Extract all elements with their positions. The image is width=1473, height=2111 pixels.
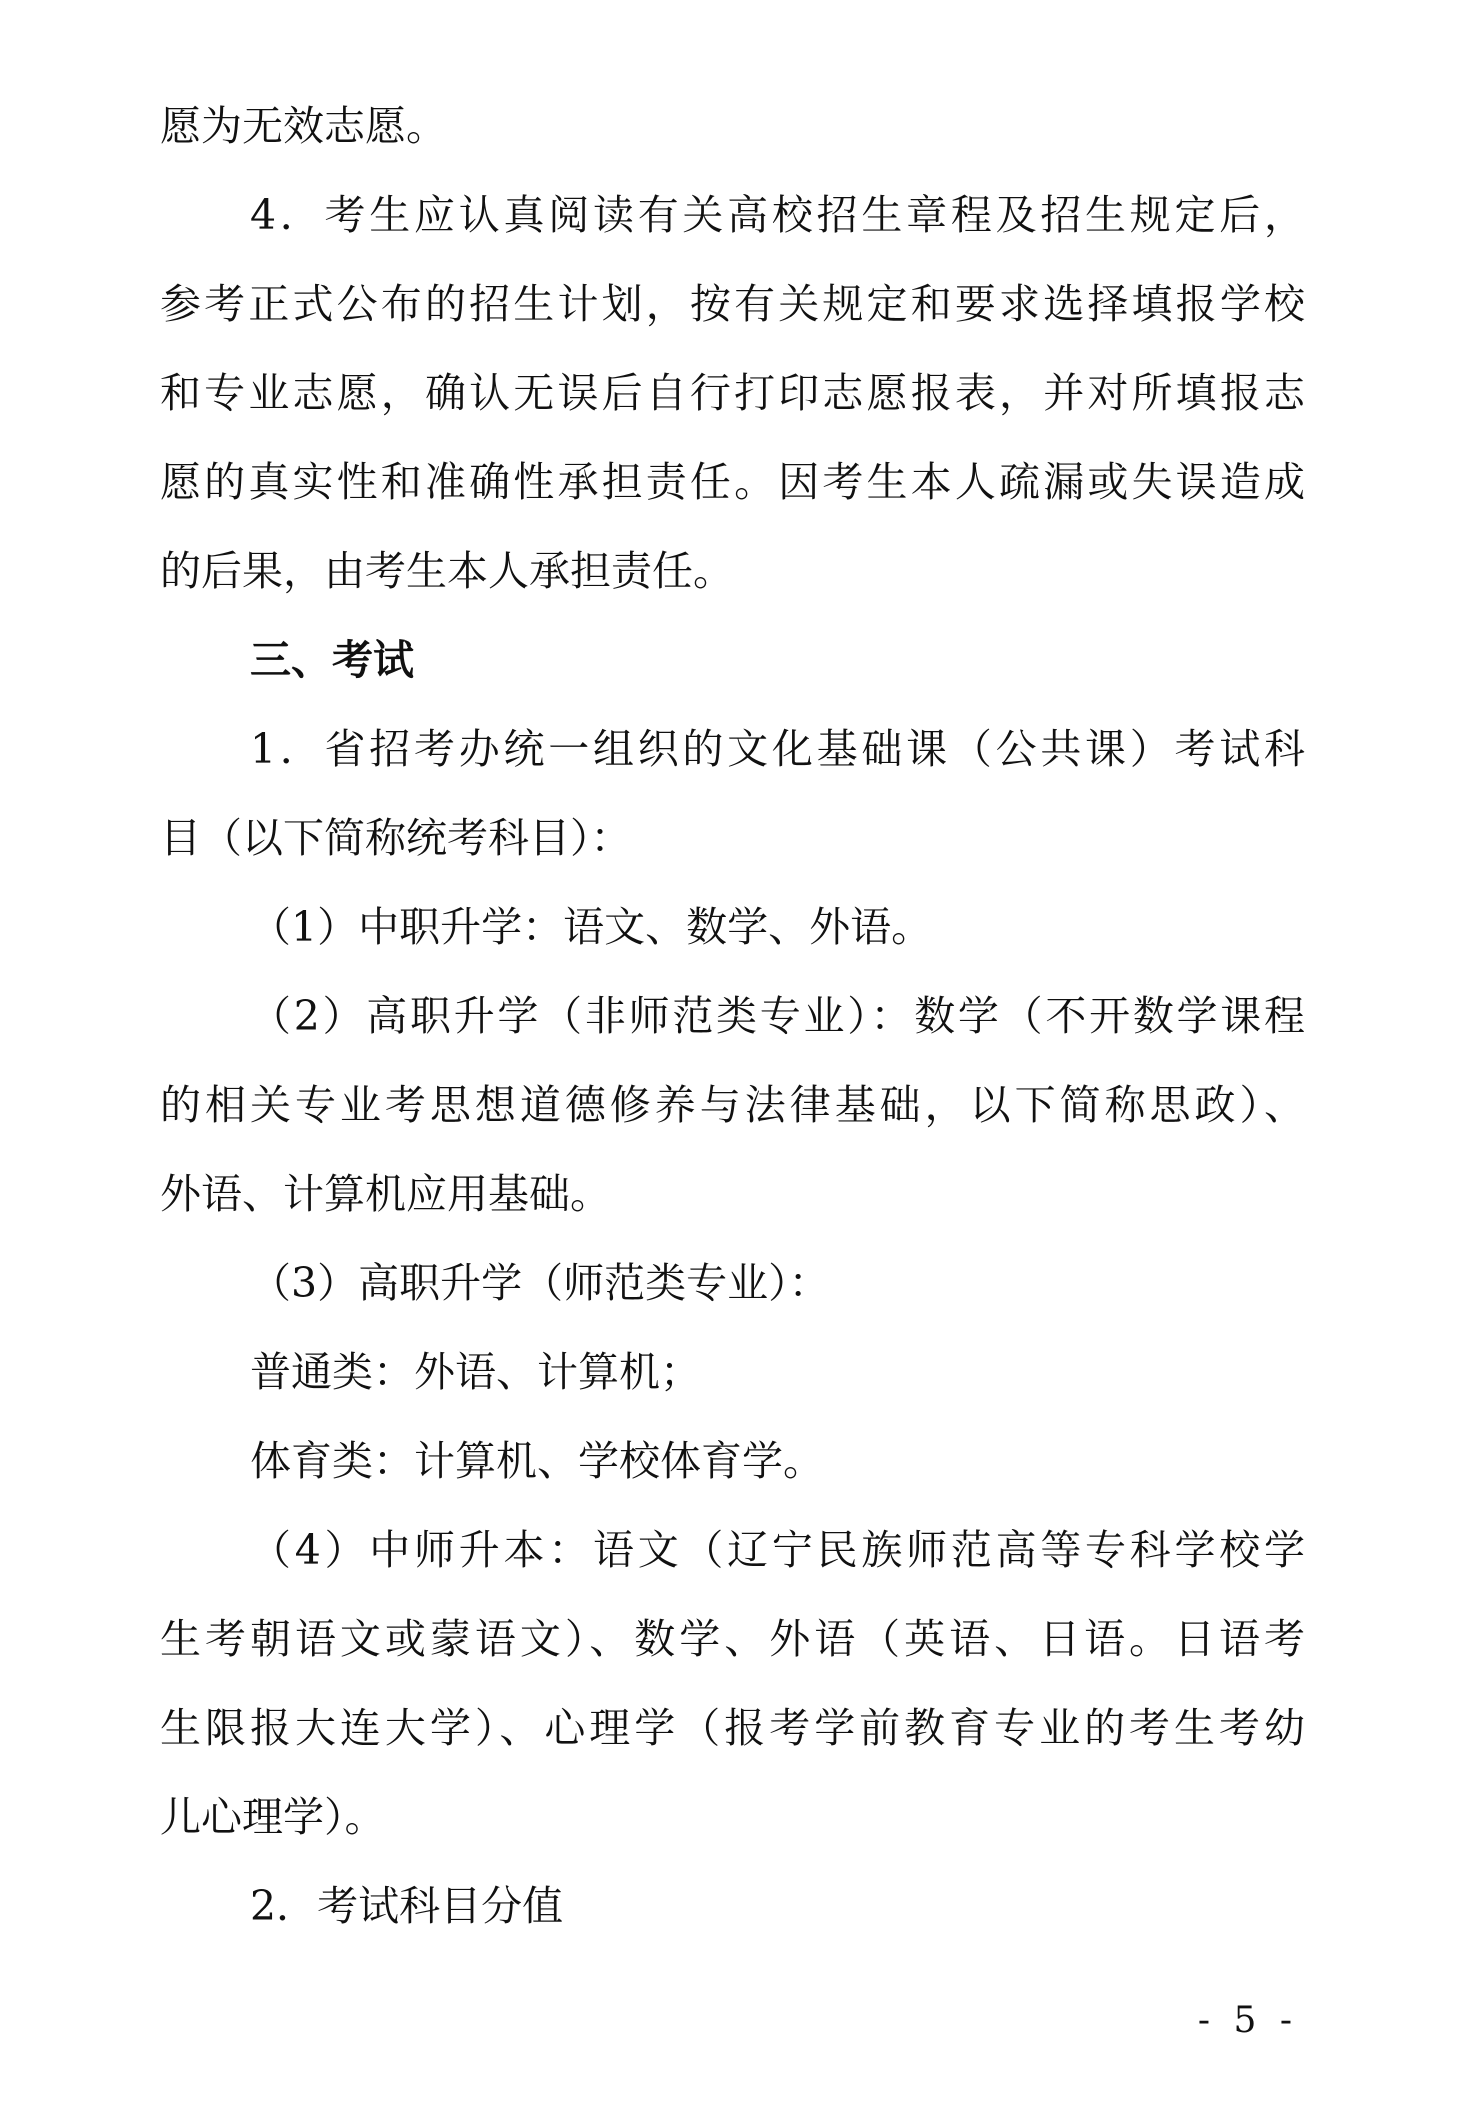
paragraph-line: （3）高职升学（师范类专业）：	[250, 1259, 830, 1307]
paragraph-line: 和专业志愿，确认无误后自行打印志愿报表，并对所填报志	[160, 369, 1305, 417]
paragraph-line: （4）中师升本：语文（辽宁民族师范高等专科学校学	[250, 1526, 1305, 1574]
paragraph-line: （1）中职升学：语文、数学、外语。	[250, 903, 933, 951]
paragraph-line: 体育类：计算机、学校体育学。	[250, 1437, 824, 1485]
paragraph-line: 外语、计算机应用基础。	[160, 1170, 611, 1218]
paragraph-line: 生考朝语文或蒙语文）、数学、外语（英语、日语。日语考	[160, 1615, 1305, 1663]
paragraph-line: 1．省招考办统一组织的文化基础课（公共课）考试科	[250, 725, 1305, 773]
paragraph-line: 普通类：外语、计算机；	[250, 1348, 701, 1396]
page-number: - 5 -	[1197, 2000, 1298, 2041]
section-heading: 三、考试	[250, 636, 414, 684]
paragraph-line: 愿为无效志愿。	[160, 102, 447, 150]
paragraph-line: 儿心理学）。	[160, 1793, 386, 1841]
paragraph-line: 生限报大连大学）、心理学（报考学前教育专业的考生考幼	[160, 1704, 1305, 1752]
paragraph-line: 目（以下简称统考科目）：	[160, 814, 632, 862]
paragraph-line: 参考正式公布的招生计划，按有关规定和要求选择填报学校	[160, 280, 1305, 328]
paragraph-line: 的相关专业考思想道德修养与法律基础，以下简称思政）、	[160, 1081, 1305, 1129]
paragraph-line: 愿的真实性和准确性承担责任。因考生本人疏漏或失误造成	[160, 458, 1305, 506]
paragraph-line: 2．考试科目分值	[250, 1882, 564, 1930]
paragraph-line: 的后果，由考生本人承担责任。	[160, 547, 734, 595]
paragraph-line: 4．考生应认真阅读有关高校招生章程及招生规定后，	[250, 191, 1305, 239]
paragraph-line: （2）高职升学（非师范类专业）：数学（不开数学课程	[250, 992, 1305, 1040]
